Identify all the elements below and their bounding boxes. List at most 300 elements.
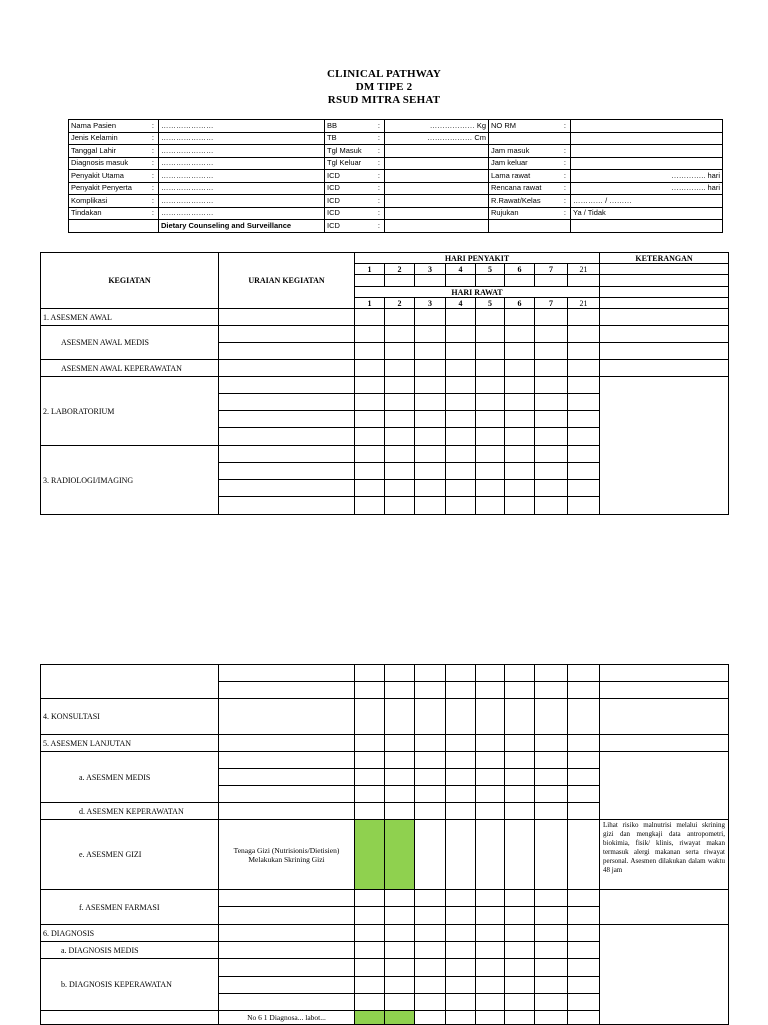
day-checkbox-cell[interactable] xyxy=(568,394,600,411)
day-checkbox-cell[interactable] xyxy=(568,411,600,428)
day-checkbox-cell[interactable] xyxy=(535,665,568,682)
day-checkbox-cell[interactable] xyxy=(476,682,505,699)
day-checkbox-cell[interactable] xyxy=(568,428,600,446)
day-checkbox-cell[interactable] xyxy=(505,803,535,820)
keterangan-cell[interactable] xyxy=(600,925,729,1025)
day-checkbox-cell[interactable] xyxy=(415,890,446,907)
keterangan-cell[interactable] xyxy=(600,360,729,377)
day-checkbox-cell[interactable] xyxy=(505,890,535,907)
activity-description[interactable] xyxy=(219,480,355,497)
day-checkbox-cell[interactable] xyxy=(476,907,505,925)
day-checkbox-cell[interactable] xyxy=(446,786,476,803)
day-checkbox-cell[interactable] xyxy=(415,925,446,942)
day-checkbox-cell[interactable] xyxy=(385,343,415,360)
day-checkbox-cell[interactable] xyxy=(568,497,600,515)
day-checkbox-cell[interactable] xyxy=(476,890,505,907)
activity-description[interactable] xyxy=(219,326,355,343)
day-checkbox-cell[interactable] xyxy=(568,343,600,360)
day-checkbox-cell[interactable] xyxy=(535,428,568,446)
day-checkbox-cell[interactable] xyxy=(355,735,385,752)
info-value[interactable]: ………………… xyxy=(159,182,325,195)
keterangan-cell[interactable] xyxy=(600,890,729,925)
day-checkbox-cell[interactable] xyxy=(476,428,505,446)
info-value[interactable]: ………………… xyxy=(159,120,325,133)
day-checkbox-cell[interactable] xyxy=(385,360,415,377)
day-checkbox-cell[interactable] xyxy=(446,890,476,907)
day-checkbox-cell[interactable] xyxy=(385,942,415,959)
day-checkbox-cell[interactable] xyxy=(476,959,505,977)
day-checkbox-cell[interactable] xyxy=(385,977,415,994)
activity-description[interactable] xyxy=(219,463,355,480)
day-checkbox-cell[interactable] xyxy=(505,699,535,735)
activity-description[interactable] xyxy=(219,446,355,463)
day-checkbox-cell[interactable] xyxy=(476,735,505,752)
day-checkbox-cell[interactable] xyxy=(385,907,415,925)
activity-description[interactable] xyxy=(219,942,355,959)
info-value[interactable]: ………….. hari xyxy=(571,170,723,183)
day-checkbox-cell[interactable] xyxy=(476,343,505,360)
info-value[interactable]: Ya / Tidak xyxy=(571,207,723,220)
day-checkbox-cell[interactable] xyxy=(415,411,446,428)
day-checkbox-cell[interactable] xyxy=(535,735,568,752)
day-checkbox-cell[interactable] xyxy=(476,925,505,942)
day-checkbox-cell[interactable] xyxy=(505,394,535,411)
day-checkbox-cell[interactable] xyxy=(505,907,535,925)
day-checkbox-cell[interactable] xyxy=(568,377,600,394)
day-checkbox-cell[interactable] xyxy=(535,820,568,890)
day-checkbox-cell[interactable] xyxy=(415,803,446,820)
day-checkbox-cell[interactable] xyxy=(476,699,505,735)
day-checkbox-cell[interactable] xyxy=(446,994,476,1011)
day-checkbox-cell[interactable] xyxy=(355,977,385,994)
day-checkbox-cell[interactable] xyxy=(535,411,568,428)
day-checkbox-cell[interactable] xyxy=(385,446,415,463)
day-checkbox-cell[interactable] xyxy=(385,411,415,428)
day-checkbox-cell[interactable] xyxy=(446,1011,476,1025)
day-checkbox-cell[interactable] xyxy=(535,752,568,769)
day-checkbox-cell[interactable] xyxy=(355,497,385,515)
day-checkbox-cell[interactable] xyxy=(385,480,415,497)
day-checkbox-cell[interactable] xyxy=(476,497,505,515)
day-checkbox-cell[interactable] xyxy=(505,786,535,803)
day-checkbox-cell[interactable] xyxy=(476,820,505,890)
activity-description[interactable] xyxy=(219,752,355,769)
info-value[interactable]: ………………… xyxy=(159,157,325,170)
day-checkbox-cell[interactable] xyxy=(446,326,476,343)
keterangan-cell[interactable] xyxy=(600,735,729,752)
day-checkbox-cell[interactable] xyxy=(568,942,600,959)
info-value[interactable] xyxy=(385,195,489,208)
day-checkbox-cell[interactable] xyxy=(385,890,415,907)
day-checkbox-cell[interactable] xyxy=(505,428,535,446)
day-checkbox-cell[interactable] xyxy=(385,803,415,820)
activity-description[interactable] xyxy=(219,360,355,377)
info-value[interactable]: ……………… Kg xyxy=(385,120,489,133)
info-value[interactable] xyxy=(385,145,489,158)
day-checkbox-cell[interactable] xyxy=(415,394,446,411)
activity-description[interactable] xyxy=(219,925,355,942)
day-checkbox-cell[interactable] xyxy=(505,411,535,428)
activity-description[interactable] xyxy=(219,994,355,1011)
day-checkbox-cell[interactable] xyxy=(415,735,446,752)
day-checkbox-cell[interactable] xyxy=(505,377,535,394)
day-checkbox-cell[interactable] xyxy=(568,769,600,786)
day-checkbox-cell[interactable] xyxy=(535,377,568,394)
day-checkbox-cell[interactable] xyxy=(568,309,600,326)
day-checkbox-cell[interactable] xyxy=(355,907,385,925)
day-checkbox-cell[interactable] xyxy=(476,360,505,377)
day-checkbox-cell[interactable] xyxy=(355,665,385,682)
day-checkbox-cell[interactable] xyxy=(355,343,385,360)
day-checkbox-cell[interactable] xyxy=(568,735,600,752)
day-checkbox-cell[interactable] xyxy=(355,803,385,820)
info-value[interactable]: ………………… xyxy=(159,170,325,183)
day-checkbox-cell[interactable] xyxy=(505,446,535,463)
day-checkbox-cell[interactable] xyxy=(415,377,446,394)
day-checkbox-cell[interactable] xyxy=(355,463,385,480)
day-checkbox-cell[interactable] xyxy=(535,994,568,1011)
day-checkbox-cell[interactable] xyxy=(476,803,505,820)
keterangan-cell[interactable] xyxy=(600,699,729,735)
day-checkbox-cell[interactable] xyxy=(568,890,600,907)
day-checkbox-cell[interactable] xyxy=(355,480,385,497)
day-checkbox-cell[interactable] xyxy=(535,682,568,699)
day-checkbox-cell[interactable] xyxy=(535,463,568,480)
day-checkbox-cell[interactable] xyxy=(476,786,505,803)
day-checkbox-cell[interactable] xyxy=(385,394,415,411)
day-checkbox-cell[interactable] xyxy=(415,665,446,682)
day-checkbox-cell[interactable] xyxy=(568,463,600,480)
day-checkbox-cell[interactable] xyxy=(415,977,446,994)
keterangan-cell[interactable] xyxy=(600,665,729,682)
day-checkbox-cell[interactable] xyxy=(535,890,568,907)
day-checkbox-cell[interactable] xyxy=(568,925,600,942)
day-checkbox-cell[interactable] xyxy=(568,907,600,925)
info-value[interactable]: ………….. hari xyxy=(571,182,723,195)
day-checkbox-cell[interactable] xyxy=(415,326,446,343)
keterangan-cell[interactable] xyxy=(600,682,729,699)
info-value[interactable]: ………………… xyxy=(159,145,325,158)
day-checkbox-cell[interactable] xyxy=(568,752,600,769)
day-checkbox-cell[interactable] xyxy=(568,360,600,377)
day-checkbox-cell[interactable] xyxy=(446,377,476,394)
activity-description[interactable] xyxy=(219,907,355,925)
activity-description[interactable] xyxy=(219,959,355,977)
activity-description[interactable] xyxy=(219,497,355,515)
day-checkbox-cell[interactable] xyxy=(446,925,476,942)
day-checkbox-cell[interactable] xyxy=(415,682,446,699)
day-checkbox-cell[interactable] xyxy=(355,699,385,735)
day-checkbox-cell[interactable] xyxy=(505,942,535,959)
day-checkbox-cell[interactable] xyxy=(568,446,600,463)
day-checkbox-cell[interactable] xyxy=(568,820,600,890)
day-checkbox-cell[interactable] xyxy=(535,699,568,735)
day-checkbox-cell[interactable] xyxy=(355,360,385,377)
day-checkbox-cell[interactable] xyxy=(415,343,446,360)
day-checkbox-cell[interactable] xyxy=(446,463,476,480)
day-checkbox-cell[interactable] xyxy=(355,925,385,942)
day-checkbox-cell[interactable] xyxy=(355,752,385,769)
day-checkbox-cell[interactable] xyxy=(535,907,568,925)
day-checkbox-cell[interactable] xyxy=(535,959,568,977)
day-checkbox-cell[interactable] xyxy=(476,394,505,411)
day-checkbox-cell[interactable] xyxy=(385,925,415,942)
day-checkbox-cell[interactable] xyxy=(415,699,446,735)
day-checkbox-cell[interactable] xyxy=(355,769,385,786)
day-checkbox-cell[interactable] xyxy=(505,994,535,1011)
day-checkbox-cell[interactable] xyxy=(446,735,476,752)
day-checkbox-cell[interactable] xyxy=(505,925,535,942)
day-checkbox-cell[interactable] xyxy=(446,343,476,360)
info-value[interactable] xyxy=(385,182,489,195)
activity-description[interactable] xyxy=(219,411,355,428)
day-checkbox-cell[interactable] xyxy=(535,394,568,411)
day-checkbox-cell[interactable] xyxy=(385,309,415,326)
info-label xyxy=(489,220,571,233)
day-checkbox-cell[interactable] xyxy=(355,994,385,1011)
day-checkbox-cell[interactable] xyxy=(415,497,446,515)
day-checkbox-cell[interactable] xyxy=(535,1011,568,1025)
day-checkbox-cell[interactable] xyxy=(385,959,415,977)
activity-description[interactable] xyxy=(219,428,355,446)
day-checkbox-cell[interactable] xyxy=(385,1011,415,1025)
day-checkbox-cell[interactable] xyxy=(355,890,385,907)
day-checkbox-cell[interactable] xyxy=(415,480,446,497)
day-checkbox-cell[interactable] xyxy=(476,309,505,326)
day-checkbox-cell[interactable] xyxy=(568,994,600,1011)
day-checkbox-cell[interactable] xyxy=(446,907,476,925)
day-checkbox-cell[interactable] xyxy=(535,480,568,497)
day-checkbox-cell[interactable] xyxy=(505,480,535,497)
day-checkbox-cell[interactable] xyxy=(415,786,446,803)
day-checkbox-cell[interactable] xyxy=(385,665,415,682)
day-checkbox-cell[interactable] xyxy=(415,428,446,446)
activity-description[interactable] xyxy=(219,309,355,326)
activity-description[interactable] xyxy=(219,699,355,735)
day-checkbox-cell[interactable] xyxy=(568,480,600,497)
activity-description[interactable] xyxy=(219,735,355,752)
day-checkbox-cell[interactable] xyxy=(505,497,535,515)
day-checkbox-cell[interactable] xyxy=(415,1011,446,1025)
day-checkbox-cell[interactable] xyxy=(568,1011,600,1025)
day-checkbox-cell[interactable] xyxy=(476,752,505,769)
day-checkbox-cell[interactable] xyxy=(446,803,476,820)
info-value[interactable] xyxy=(385,220,489,233)
day-checkbox-cell[interactable] xyxy=(446,682,476,699)
info-value[interactable] xyxy=(571,132,723,145)
day-checkbox-cell[interactable] xyxy=(476,994,505,1011)
day-checkbox-cell[interactable] xyxy=(385,769,415,786)
day-checkbox-cell[interactable] xyxy=(385,377,415,394)
info-value[interactable]: ………………… xyxy=(159,195,325,208)
day-checkbox-cell[interactable] xyxy=(476,446,505,463)
info-value[interactable]: ………………… xyxy=(159,132,325,145)
day-checkbox-cell[interactable] xyxy=(355,682,385,699)
activity-description[interactable] xyxy=(219,786,355,803)
day-checkbox-cell[interactable] xyxy=(568,682,600,699)
day-checkbox-cell[interactable] xyxy=(385,428,415,446)
day-checkbox-cell[interactable] xyxy=(385,994,415,1011)
day-checkbox-cell[interactable] xyxy=(415,446,446,463)
day-checkbox-cell[interactable] xyxy=(415,769,446,786)
day-checkbox-cell[interactable] xyxy=(476,480,505,497)
activity-description[interactable] xyxy=(219,769,355,786)
day-checkbox-cell[interactable] xyxy=(446,942,476,959)
keterangan-cell[interactable] xyxy=(600,309,729,326)
day-checkbox-cell[interactable] xyxy=(535,497,568,515)
day-checkbox-cell[interactable] xyxy=(446,309,476,326)
day-checkbox-cell[interactable] xyxy=(385,820,415,890)
day-checkbox-cell[interactable] xyxy=(505,665,535,682)
day-checkbox-cell[interactable] xyxy=(505,977,535,994)
info-value[interactable] xyxy=(571,157,723,170)
day-checkbox-cell[interactable] xyxy=(446,752,476,769)
day-checkbox-cell[interactable] xyxy=(446,394,476,411)
day-checkbox-cell[interactable] xyxy=(446,699,476,735)
day-checkbox-cell[interactable] xyxy=(385,752,415,769)
day-checkbox-cell[interactable] xyxy=(505,360,535,377)
day-checkbox-cell[interactable] xyxy=(505,682,535,699)
day-checkbox-cell[interactable] xyxy=(535,925,568,942)
info-value[interactable] xyxy=(385,207,489,220)
info-value[interactable]: Dietary Counseling and Surveillance xyxy=(159,220,325,233)
activity-description[interactable] xyxy=(219,803,355,820)
day-checkbox-cell[interactable] xyxy=(385,786,415,803)
day-checkbox-cell[interactable] xyxy=(355,428,385,446)
day-checkbox-cell[interactable] xyxy=(355,942,385,959)
keterangan-cell[interactable]: Lihat risiko malnutrisi melalui skrining gizi dan mengkaji data antropometri, biokimia, fisik/ klinis, riwayat makan termasuk alergi makanan serta riwayat personal. Asesmen dilakukan dalam waktu 48 jam xyxy=(600,820,729,890)
day-checkbox-cell[interactable] xyxy=(415,752,446,769)
activity-description[interactable] xyxy=(219,977,355,994)
day-checkbox-cell[interactable] xyxy=(568,977,600,994)
day-checkbox-cell[interactable] xyxy=(535,343,568,360)
day-checkbox-cell[interactable] xyxy=(505,820,535,890)
day-checkbox-cell[interactable] xyxy=(446,480,476,497)
day-checkbox-cell[interactable] xyxy=(385,497,415,515)
day-checkbox-cell[interactable] xyxy=(568,786,600,803)
activity-description[interactable] xyxy=(219,890,355,907)
day-checkbox-cell[interactable] xyxy=(476,769,505,786)
keterangan-cell[interactable] xyxy=(600,377,729,515)
day-checkbox-cell[interactable] xyxy=(415,959,446,977)
day-checkbox-cell[interactable] xyxy=(415,942,446,959)
day-checkbox-cell[interactable] xyxy=(568,699,600,735)
day-checkbox-cell[interactable] xyxy=(355,326,385,343)
day-checkbox-cell[interactable] xyxy=(568,665,600,682)
info-value[interactable] xyxy=(385,170,489,183)
day-checkbox-cell[interactable] xyxy=(476,1011,505,1025)
info-value[interactable] xyxy=(385,157,489,170)
day-checkbox-cell[interactable] xyxy=(535,360,568,377)
day-checkbox-cell[interactable] xyxy=(385,326,415,343)
day-checkbox-cell[interactable] xyxy=(446,360,476,377)
keterangan-cell[interactable] xyxy=(600,343,729,360)
day-checkbox-cell[interactable] xyxy=(476,942,505,959)
day-checkbox-cell[interactable] xyxy=(535,446,568,463)
day-checkbox-cell[interactable] xyxy=(535,769,568,786)
day-checkbox-cell[interactable] xyxy=(415,360,446,377)
day-checkbox-cell[interactable] xyxy=(446,977,476,994)
day-checkbox-cell[interactable] xyxy=(535,977,568,994)
keterangan-cell[interactable] xyxy=(600,752,729,820)
day-checkbox-cell[interactable] xyxy=(476,977,505,994)
day-checkbox-cell[interactable] xyxy=(568,803,600,820)
day-checkbox-cell[interactable] xyxy=(505,326,535,343)
day-checkbox-cell[interactable] xyxy=(535,326,568,343)
day-checkbox-cell[interactable] xyxy=(385,699,415,735)
day-checkbox-cell[interactable] xyxy=(355,411,385,428)
day-checkbox-cell[interactable] xyxy=(505,343,535,360)
info-value[interactable] xyxy=(571,220,723,233)
day-checkbox-cell[interactable] xyxy=(568,326,600,343)
day-checkbox-cell[interactable] xyxy=(355,394,385,411)
day-checkbox-cell[interactable] xyxy=(535,786,568,803)
activity-description[interactable] xyxy=(219,343,355,360)
day-checkbox-cell[interactable] xyxy=(355,1011,385,1025)
day-checkbox-cell[interactable] xyxy=(476,411,505,428)
day-checkbox-cell[interactable] xyxy=(385,463,415,480)
day-checkbox-cell[interactable] xyxy=(446,820,476,890)
day-checkbox-cell[interactable] xyxy=(505,1011,535,1025)
day-checkbox-cell[interactable] xyxy=(535,803,568,820)
day-checkbox-cell[interactable] xyxy=(415,820,446,890)
day-checkbox-cell[interactable] xyxy=(476,665,505,682)
keterangan-cell[interactable] xyxy=(600,326,729,343)
info-value[interactable] xyxy=(571,120,723,133)
day-checkbox-cell[interactable] xyxy=(446,959,476,977)
day-checkbox-cell[interactable] xyxy=(568,959,600,977)
day-checkbox-cell[interactable] xyxy=(385,735,415,752)
day-checkbox-cell[interactable] xyxy=(355,959,385,977)
day-checkbox-cell[interactable] xyxy=(446,446,476,463)
day-checkbox-cell[interactable] xyxy=(415,309,446,326)
day-checkbox-cell[interactable] xyxy=(535,942,568,959)
day-checkbox-cell[interactable] xyxy=(415,994,446,1011)
day-checkbox-cell[interactable] xyxy=(385,682,415,699)
info-value[interactable]: ………… / ……… xyxy=(571,195,723,208)
day-checkbox-cell[interactable] xyxy=(505,463,535,480)
day-checkbox-cell[interactable] xyxy=(415,907,446,925)
day-checkbox-cell[interactable] xyxy=(505,735,535,752)
day-checkbox-cell[interactable] xyxy=(446,769,476,786)
day-checkbox-cell[interactable] xyxy=(535,309,568,326)
day-checkbox-cell[interactable] xyxy=(476,377,505,394)
day-checkbox-cell[interactable] xyxy=(505,752,535,769)
activity-description[interactable] xyxy=(219,682,355,699)
day-checkbox-cell[interactable] xyxy=(355,786,385,803)
activity-description[interactable] xyxy=(219,377,355,394)
day-checkbox-cell[interactable] xyxy=(415,463,446,480)
day-checkbox-cell[interactable] xyxy=(355,820,385,890)
info-value[interactable]: ………………… xyxy=(159,207,325,220)
day-checkbox-cell[interactable] xyxy=(505,769,535,786)
activity-description[interactable] xyxy=(219,665,355,682)
day-checkbox-cell[interactable] xyxy=(355,377,385,394)
day-checkbox-cell[interactable] xyxy=(446,428,476,446)
day-checkbox-cell[interactable] xyxy=(505,959,535,977)
activity-description[interactable] xyxy=(219,394,355,411)
day-checkbox-cell[interactable] xyxy=(355,446,385,463)
day-checkbox-cell[interactable] xyxy=(476,326,505,343)
day-checkbox-cell[interactable] xyxy=(446,497,476,515)
info-value[interactable]: ……………… Cm xyxy=(385,132,489,145)
day-checkbox-cell[interactable] xyxy=(355,309,385,326)
day-checkbox-cell[interactable] xyxy=(446,665,476,682)
day-checkbox-cell[interactable] xyxy=(446,411,476,428)
day-checkbox-cell[interactable] xyxy=(476,463,505,480)
day-checkbox-cell[interactable] xyxy=(505,309,535,326)
info-value[interactable] xyxy=(571,145,723,158)
